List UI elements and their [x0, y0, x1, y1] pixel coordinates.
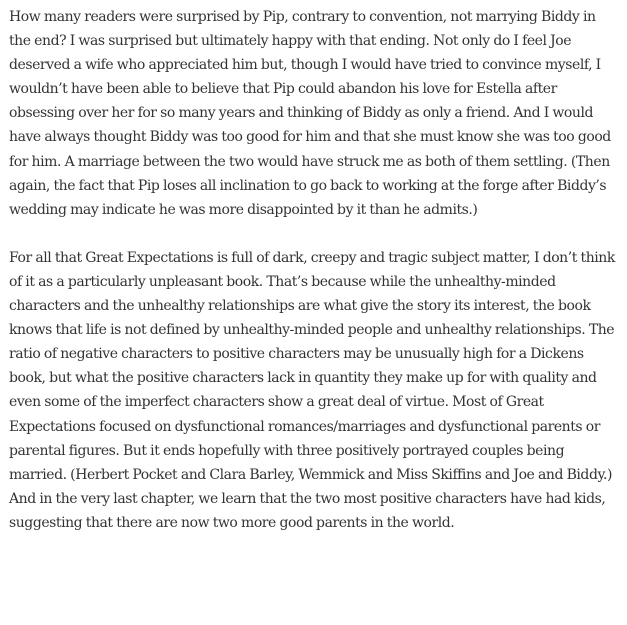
article-paragraph-1: How many readers were surprised by Pip, contrary to convention, not marrying Biddy in the end? I was surprised but ultimately happy with that ending. Not only do I feel Joe deserved a wife who appreciated him but, though I would have tried to convince myself, I wouldn’t have been able to believe that Pip could abandon his love for Estella after obsessing over her for so many years and thinking of Biddy as only a friend. And I would have always thought Biddy was too good for him and that she must know she was too good for him. A marriage between the two would have struck me as both of them settling. (Then again, the fact that Pip loses all inclination to go back to working at the forge after Biddy’s wedding may indicate he was more disappointed by it than he admits.): [9, 9, 611, 218]
article-paragraph-2: For all that Great Expectations is full of dark, creepy and tragic subject matter, I don’t think of it as a particularly unpleasant book. That’s because while the unhealthy-minded characters and the unhealthy relationships are what give the story its interest, the book knows that life is not defined by unhealthy-minded people and unhealthy relationships. The ratio of negative characters to positive characters may be unusually high for a Dickens book, but what the positive characters lack in quantity they make up for with quality and even some of the imperfect characters show a great deal of virtue. Most of Great Expectations focused on dysfunctional romances/marriages and dysfunctional parents or parental figures. But it ends hopefully with three positively portrayed couples being married. (Herbert Pocket and Clara Barley, Wemmick and Miss Skiffins and Joe and Biddy.) And in the very last chapter, we learn that the two most positive characters have had kids, suggesting that there are now two more good parents in the world.: [9, 249, 615, 531]
